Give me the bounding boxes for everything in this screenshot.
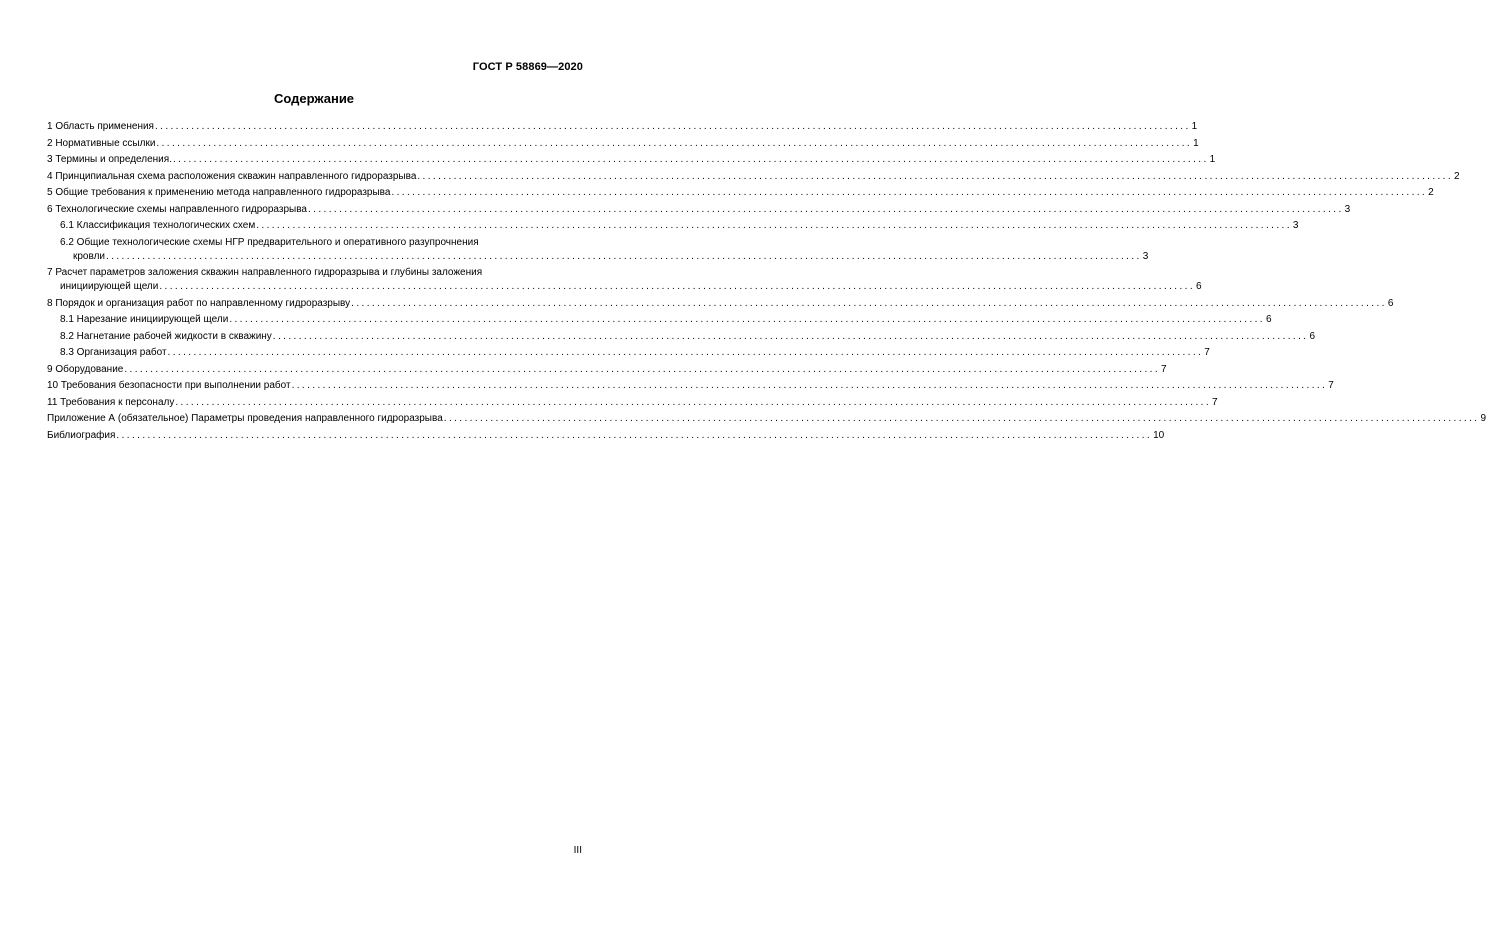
- dot-leader: ........................................................................................................................................................................................................: [417, 170, 1454, 182]
- toc-entry-6-2[interactable]: 6.2 Общие технологические схемы НГР предварительного и оперативного разупрочнения кровли ........................................................................................................................................................................................................ 3: [60, 236, 1149, 262]
- toc-title: Содержание: [273, 91, 355, 106]
- toc-page-ref: 1: [1191, 121, 1198, 132]
- toc-page-ref: 6: [1265, 314, 1272, 325]
- dot-leader: ........................................................................................................................................................................................................: [256, 220, 1292, 231]
- toc-page-ref: 9: [1480, 413, 1486, 424]
- toc-page-ref: 10: [1153, 429, 1165, 441]
- toc-entry-8-3[interactable]: 8.3 Организация работ ........................................................................................................................................................................................................ 7: [60, 347, 1210, 358]
- dot-leader: ........................................................................................................................................................................................................: [307, 203, 1344, 215]
- toc-entry-7[interactable]: 7 Расчет параметров заложения скважин направленного гидроразрыва и глубины заложения инициирующей щели ........................................................................................................................................................................................................ 6: [47, 267, 1202, 292]
- toc-entry-1[interactable]: 1 Область применения ........................................................................................................................................................................................................ 1: [47, 121, 1198, 132]
- toc-entry-8[interactable]: 8 Порядок и организация работ по направленному гидроразрыву ........................................................................................................................................................................................................ 6: [47, 297, 1394, 309]
- toc-entry-2[interactable]: 2 Нормативные ссылки ........................................................................................................................................................................................................ 1: [47, 137, 1199, 149]
- document-code: ГОСТ Р 58869—2020: [472, 61, 583, 73]
- dot-leader: ........................................................................................................................................................................................................: [154, 121, 1191, 132]
- table-of-contents: [47, 120, 1486, 445]
- toc-page-ref: 2: [1454, 170, 1460, 182]
- toc-entry-3[interactable]: 3 Термины и определения. ........................................................................................................................................................................................................ 1: [47, 154, 1216, 165]
- dot-leader: ........................................................................................................................................................................................................: [443, 413, 1480, 424]
- toc-page-ref: 6: [1309, 330, 1316, 342]
- dot-leader: ........................................................................................................................................................................................................: [106, 250, 1142, 262]
- dot-leader: ........................................................................................................................................................................................................: [124, 363, 1161, 375]
- toc-page-ref: 6: [1196, 281, 1202, 292]
- toc-entry-4[interactable]: 4 Принципиальная схема расположения скважин направленного гидроразрыва ........................................................................................................................................................................................................ 2: [47, 170, 1460, 182]
- dot-leader: ........................................................................................................................................................................................................: [159, 281, 1196, 292]
- toc-page-ref: 2: [1428, 187, 1434, 198]
- toc-entry-8-2[interactable]: 8.2 Нагнетание рабочей жидкости в скважину ........................................................................................................................................................................................................ 6: [60, 330, 1316, 342]
- toc-page-ref: 6: [1387, 297, 1394, 309]
- toc-entry-bibliography[interactable]: Библиография ........................................................................................................................................................................................................ 10: [47, 429, 1165, 441]
- toc-page-ref: 7: [1204, 347, 1210, 358]
- dot-leader: ........................................................................................................................................................................................................: [156, 137, 1193, 149]
- dot-leader: ........................................................................................................................................................................................................: [351, 297, 1387, 309]
- toc-entry-6[interactable]: 6 Технологические схемы направленного гидроразрыва ........................................................................................................................................................................................................ 3: [47, 203, 1351, 215]
- toc-page-ref: 1: [1209, 154, 1216, 165]
- dot-leader: ........................................................................................................................................................................................................: [175, 396, 1212, 408]
- toc-page-ref: 7: [1328, 380, 1334, 391]
- toc-entry-10[interactable]: 10 Требования безопасности при выполнении работ ........................................................................................................................................................................................................ 7: [47, 380, 1334, 391]
- toc-page-ref: 1: [1193, 137, 1199, 149]
- toc-page-ref: 7: [1212, 396, 1218, 408]
- page-number: III: [573, 845, 582, 856]
- dot-leader: ........................................................................................................................................................................................................: [116, 429, 1153, 441]
- dot-leader: ........................................................................................................................................................................................................: [291, 380, 1328, 391]
- dot-leader: ........................................................................................................................................................................................................: [391, 187, 1428, 198]
- toc-page-ref: 3: [1142, 250, 1149, 262]
- toc-entry-8-1[interactable]: 8.1 Нарезание инициирующей щели ........................................................................................................................................................................................................ 6: [60, 314, 1272, 325]
- dot-leader: ........................................................................................................................................................................................................: [229, 314, 1265, 325]
- toc-entry-appendix-a[interactable]: Приложение А (обязательное) Параметры проведения направленного гидроразрыва ........................................................................................................................................................................................................ 9: [47, 413, 1486, 424]
- dot-leader: ........................................................................................................................................................................................................: [167, 347, 1204, 358]
- toc-entry-11[interactable]: 11 Требования к персоналу ........................................................................................................................................................................................................ 7: [47, 396, 1218, 408]
- dot-leader: ........................................................................................................................................................................................................: [172, 154, 1209, 165]
- toc-page-ref: 3: [1292, 220, 1299, 231]
- toc-entry-9[interactable]: 9 Оборудование ........................................................................................................................................................................................................ 7: [47, 363, 1167, 375]
- toc-entry-5[interactable]: 5 Общие требования к применению метода направленного гидроразрыва ........................................................................................................................................................................................................ 2: [47, 187, 1434, 198]
- dot-leader: ........................................................................................................................................................................................................: [272, 330, 1309, 342]
- toc-entry-6-1[interactable]: 6.1 Классификация технологических схем ........................................................................................................................................................................................................ 3: [60, 220, 1299, 231]
- toc-page-ref: 3: [1344, 203, 1351, 215]
- toc-page-ref: 7: [1161, 363, 1167, 375]
